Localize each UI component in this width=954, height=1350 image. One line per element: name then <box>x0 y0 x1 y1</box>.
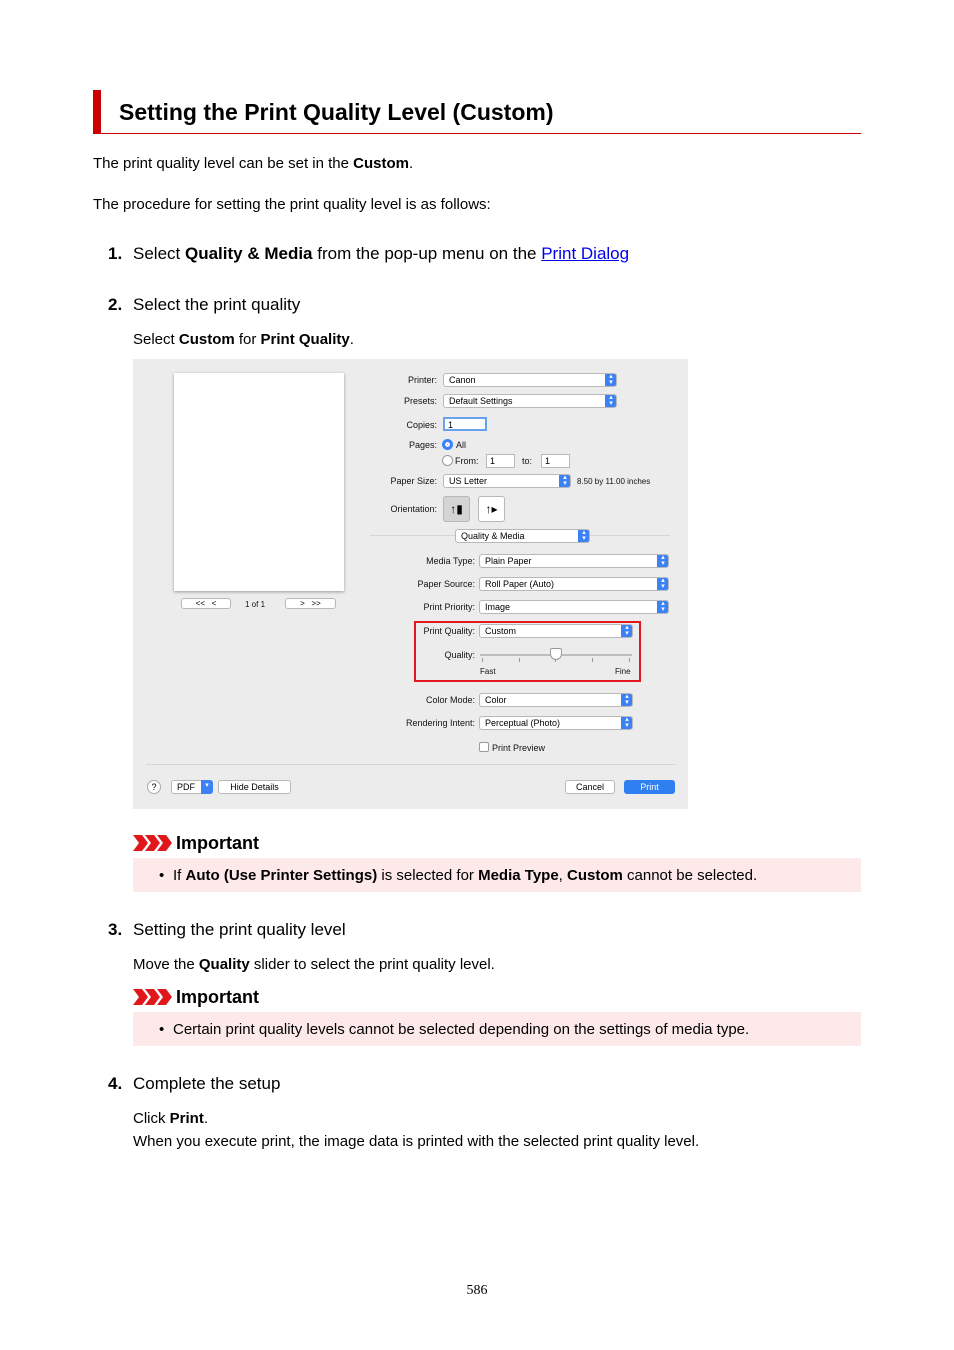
step3-desc-post: slider to select the print quality level. <box>249 956 495 973</box>
popup-chevron-icon: ▴ ▾ <box>657 577 669 591</box>
footer-separator <box>146 764 676 765</box>
orientation-label: Orientation: <box>390 504 437 514</box>
print-preview-checkbox[interactable] <box>479 742 489 752</box>
hide-details-button[interactable]: Hide Details <box>218 780 291 794</box>
paper-source-popup[interactable] <box>479 577 669 591</box>
pages-from-label: From: <box>455 456 479 466</box>
color-mode-label: Color Mode: <box>425 695 475 705</box>
prev-page-button[interactable]: << < <box>181 598 231 609</box>
print-priority-label: Print Priority: <box>423 602 475 612</box>
important1-text <box>173 867 757 884</box>
imp1-post: cannot be selected. <box>622 867 758 884</box>
paper-size-value: US Letter <box>449 476 488 486</box>
step4-number: 4. <box>108 1074 123 1093</box>
presets-value: Default Settings <box>449 396 513 406</box>
step4-desc-pre: Click <box>133 1110 170 1127</box>
color-mode-value: Color <box>485 695 507 705</box>
step1-bold: Quality & Media <box>184 244 313 263</box>
step2-desc-mid: for <box>234 331 261 348</box>
step4-desc-post: . <box>203 1110 209 1127</box>
print-preview-label: Print Preview <box>492 743 546 753</box>
landscape-icon: ↑▸ <box>485 502 498 516</box>
pages-label: Pages: <box>408 440 437 450</box>
intro-paragraph-1 <box>93 155 413 172</box>
important1-title: Important <box>176 833 259 853</box>
step2-description <box>133 331 354 348</box>
presets-label: Presets: <box>403 396 437 406</box>
step3-desc-pre: Move the <box>133 956 199 973</box>
step1-number: 1. <box>108 244 123 263</box>
panel-menu-popup[interactable] <box>455 529 590 543</box>
rendering-intent-popup[interactable] <box>479 716 633 730</box>
media-type-label: Media Type: <box>426 556 475 566</box>
imp1-bold2: Media Type <box>478 867 559 884</box>
popup-chevron-icon: ▴ ▾ <box>621 716 633 730</box>
presets-popup[interactable] <box>443 394 617 408</box>
slider-tick <box>519 658 520 662</box>
page-title: Setting the Print Quality Level (Custom) <box>119 99 554 125</box>
step2-desc-post: . <box>349 331 354 348</box>
popup-chevron-icon: ▴ ▾ <box>605 394 617 408</box>
step2-desc-bold2: Print Quality <box>260 331 350 348</box>
imp1-mid1: is selected for <box>377 867 479 884</box>
next-page-button[interactable]: > >> <box>285 598 336 609</box>
slider-tick <box>482 658 483 662</box>
panel-menu-value: Quality & Media <box>461 531 525 541</box>
printer-label: Printer: <box>407 375 437 385</box>
print-quality-value: Custom <box>485 626 517 636</box>
page-counter: 1 of 1 <box>245 600 266 609</box>
cancel-button[interactable]: Cancel <box>565 780 615 794</box>
page-number: 586 <box>466 1283 488 1298</box>
paper-size-dimensions: 8.50 by 11.00 inches <box>577 477 651 486</box>
step2-number: 2. <box>108 295 123 314</box>
popup-chevron-icon: ▴ ▾ <box>578 529 590 543</box>
help-button[interactable]: ? <box>147 780 161 794</box>
intro1-text: The print quality level can be set in the <box>93 155 354 172</box>
intro1-post: . <box>409 155 414 172</box>
copies-field[interactable]: 1 <box>443 417 487 431</box>
step1-text <box>133 244 629 264</box>
chevron-down-icon: ▾ <box>201 780 213 794</box>
paper-size-label: Paper Size: <box>390 476 437 486</box>
intro-paragraph-2: The procedure for setting the print quality level is as follows: <box>93 196 491 213</box>
step3-title: Setting the print quality level <box>133 920 346 939</box>
to-field[interactable]: 1 <box>541 454 570 468</box>
printer-value: Canon <box>449 375 476 385</box>
slider-tick <box>629 658 630 662</box>
popup-chevron-icon: ▴ ▾ <box>621 624 633 638</box>
intro1-bold: Custom <box>353 155 409 172</box>
step3-number: 3. <box>108 920 123 939</box>
important2-title: Important <box>176 987 259 1007</box>
popup-chevron-icon: ▴ ▾ <box>605 373 617 387</box>
paper-size-popup[interactable] <box>443 474 571 488</box>
step3-desc-bold: Quality <box>198 956 250 973</box>
copies-label: Copies: <box>406 420 437 430</box>
step2-title: Select the print quality <box>133 295 301 314</box>
step3-description <box>133 956 495 973</box>
popup-chevron-icon: ▴ ▾ <box>621 693 633 707</box>
popup-chevron-icon: ▴ ▾ <box>657 554 669 568</box>
portrait-icon: ↑▮ <box>450 502 463 516</box>
pages-all-radio[interactable] <box>442 439 453 450</box>
step2-desc-pre: Select <box>133 331 179 348</box>
landscape-orientation-button[interactable] <box>478 496 505 522</box>
heading-rule <box>101 133 861 134</box>
color-mode-popup[interactable] <box>479 693 633 707</box>
step4-desc-bold: Print <box>169 1110 204 1127</box>
to-label: to: <box>522 456 533 466</box>
imp1-mid2: , <box>558 867 568 884</box>
important-arrows-icon <box>133 835 173 851</box>
print-dialog-link[interactable]: Print Dialog <box>541 244 630 263</box>
quality-slider-thumb[interactable] <box>550 648 562 660</box>
pages-all-label: All <box>456 440 467 450</box>
print-dialog-screenshot <box>133 359 688 809</box>
media-type-popup[interactable] <box>479 554 669 568</box>
print-button[interactable]: Print <box>624 780 675 794</box>
from-field[interactable]: 1 <box>486 454 515 468</box>
step1-pre: Select <box>133 244 185 263</box>
step2-desc-bold1: Custom <box>178 331 235 348</box>
step4-description-2: When you execute print, the image data is printed with the selected print quality level. <box>133 1133 700 1150</box>
slider-tick <box>592 658 593 662</box>
print-priority-value: Image <box>485 602 511 612</box>
popup-chevron-icon: ▴ ▾ <box>657 600 669 614</box>
print-quality-popup[interactable] <box>479 624 633 638</box>
important-arrows-icon <box>133 989 173 1005</box>
paper-source-label: Paper Source: <box>417 579 475 589</box>
heading-accent-bar <box>93 90 101 134</box>
page-preview <box>174 373 344 591</box>
step4-description <box>133 1110 208 1127</box>
imp1-bold3: Custom <box>567 867 623 884</box>
pdf-label: PDF <box>177 782 195 792</box>
paper-source-value: Roll Paper (Auto) <box>485 579 555 589</box>
important2-bullet: • <box>159 1021 165 1038</box>
imp1-bold1: Auto (Use Printer Settings) <box>185 867 378 884</box>
pages-from-radio[interactable] <box>442 455 453 466</box>
quality-fast-label: Fast <box>480 667 496 676</box>
media-type-value: Plain Paper <box>485 556 532 566</box>
rendering-intent-label: Rendering Intent: <box>405 718 475 728</box>
important1-bullet: • <box>159 867 165 884</box>
print-priority-popup[interactable] <box>479 600 669 614</box>
portrait-orientation-button[interactable] <box>443 496 470 522</box>
rendering-intent-value: Perceptual (Photo) <box>485 718 561 728</box>
popup-chevron-icon: ▴ ▾ <box>559 474 571 488</box>
print-quality-label: Print Quality: <box>423 626 475 636</box>
quality-fine-label: Fine <box>615 667 631 676</box>
printer-popup[interactable] <box>443 373 617 387</box>
imp1-pre: If <box>173 867 186 884</box>
important2-text: Certain print quality levels cannot be selected depending on the settings of media type. <box>173 1021 750 1038</box>
step4-title: Complete the setup <box>133 1074 281 1093</box>
step1-mid: from the pop-up menu on the <box>312 244 542 263</box>
quality-label: Quality: <box>444 650 475 660</box>
pdf-menu-button[interactable] <box>171 780 213 794</box>
